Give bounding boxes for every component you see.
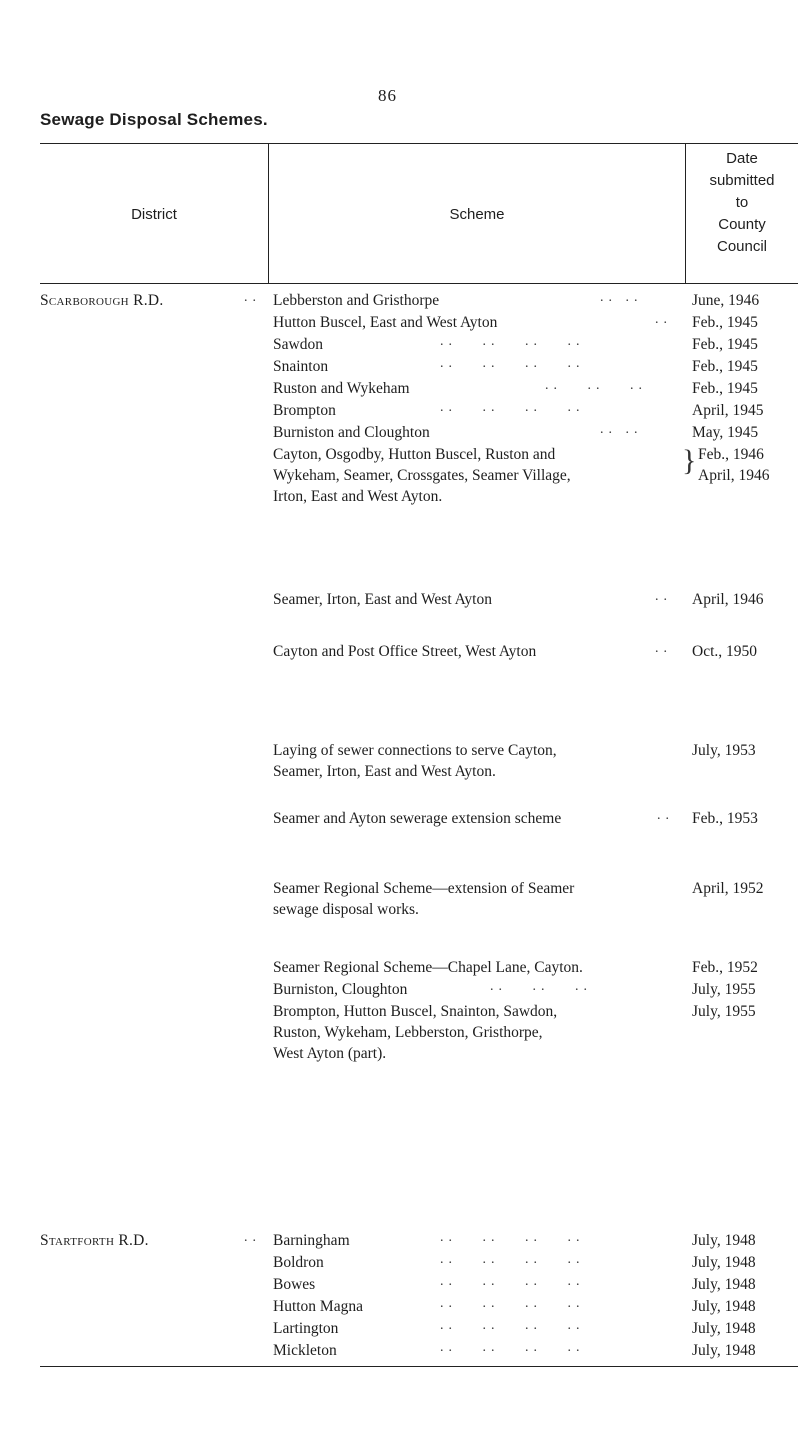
scheme-line: Cayton, Osgodby, Hutton Buscel, Ruston and [273,446,556,463]
scheme-line: Brompton, Hutton Buscel, Snainton, Sawdon, [273,1003,558,1020]
date-submitted: July, 1955 [692,981,756,998]
date-submitted: July, 1948 [692,1342,756,1359]
date-submitted: July, 1948 [692,1232,756,1249]
date-submitted: Feb., 1945 [692,358,758,375]
page-title: Sewage Disposal Schemes. [40,110,268,129]
scheme-name: Bowes [273,1276,316,1293]
scheme-name [273,1001,557,1064]
date-submitted: Oct., 1950 [692,643,758,660]
leader-dots: .. [655,312,672,327]
leader-dots: .. [244,290,261,305]
leader-dots: .. .. .. [490,979,592,994]
date-header-line: County [718,216,766,233]
brace-glyph: } [682,444,697,477]
scheme-name: Seamer, Irton, East and West Ayton [273,591,492,608]
leader-dots: .. .. .. .. [440,356,585,371]
district-name: Startforth R.D. [40,1232,149,1249]
date-header-line: submitted [709,172,775,189]
scheme-name: Sawdon [273,336,323,353]
scheme-name [273,444,571,507]
scheme-line: Irton, East and West Ayton. [273,488,443,505]
date-submitted: April, 1945 [692,402,764,419]
leader-dots: .. [655,641,672,656]
date-submitted: July, 1948 [692,1320,756,1337]
district-name: Scarborough R.D. [40,292,164,309]
scheme-name: Barningham [273,1232,350,1249]
leader-dots: .. .. .. [545,378,647,393]
date-header-line: Council [716,238,768,255]
leader-dots: .. [244,1230,261,1245]
date-header [686,148,798,258]
scheme-header: Scheme [449,206,505,223]
scheme-name: Ruston and Wykeham [273,380,410,397]
leader-dots: .. .. .. .. [440,1230,585,1245]
scheme-name: Burniston, Cloughton [273,981,408,998]
scheme-name: Seamer Regional Scheme—Chapel Lane, Cayton. [273,959,583,976]
scheme-line: Seamer, Irton, East and West Ayton. [273,763,496,780]
scheme-name: Hutton Buscel, East and West Ayton [273,314,498,331]
leader-dots: .. .. .. .. [440,1252,585,1267]
scheme-name [273,740,557,782]
scheme-name: Brompton [273,402,336,419]
leader-dots: .. .. .. .. [440,1318,585,1333]
date-submitted: July, 1948 [692,1298,756,1315]
scheme-line: Laying of sewer connections to serve Cayton, [273,742,557,759]
district-header: District [131,206,177,223]
date-submitted: May, 1945 [692,424,759,441]
scheme-name: Boldron [273,1254,324,1271]
scheme-name: Hutton Magna [273,1298,363,1315]
scheme-line: Wykeham, Seamer, Crossgates, Seamer Village, [273,467,571,484]
scheme-name: Snainton [273,358,329,375]
scheme-name: Lartington [273,1320,339,1337]
scheme-name: Lebberston and Gristhorpe [273,292,440,309]
scheme-name: Burniston and Cloughton [273,424,430,441]
date-submitted: Feb., 1946 [698,446,764,463]
scheme-line: West Ayton (part). [273,1045,387,1062]
leader-dots: .. .. .. .. [440,1340,585,1355]
date-header-line: to [735,194,749,211]
date-submitted: July, 1948 [692,1254,756,1271]
scheme-name: Seamer and Ayton sewerage extension scheme [273,810,562,827]
scheme-name: Cayton and Post Office Street, West Ayton [273,643,537,660]
date-submitted: Feb., 1945 [692,314,758,331]
scheme-line: sewage disposal works. [273,901,419,918]
date-submitted: June, 1946 [692,292,760,309]
leader-dots: .. .. .. .. [440,400,585,415]
scheme-line: Seamer Regional Scheme—extension of Seamer [273,880,575,897]
leader-dots: .. .. .. .. [440,1274,585,1289]
scheme-line: Ruston, Wykeham, Lebberston, Gristhorpe, [273,1024,543,1041]
date-submitted: July, 1948 [692,1276,756,1293]
date-submitted: April, 1946 [698,467,770,484]
date-submitted: July, 1955 [692,1003,756,1020]
date-submitted: April, 1946 [692,591,764,608]
leader-dots: .. .. .. .. [440,1296,585,1311]
leader-dots: .. .. .. .. [440,334,585,349]
scheme-name [273,878,574,920]
scheme-name: Mickleton [273,1342,337,1359]
leader-dots: .. .. [600,290,643,305]
table-bottom-rule [40,1366,798,1367]
date-submitted: Feb., 1945 [692,380,758,397]
date-submitted: Feb., 1952 [692,959,758,976]
page-number: 86 [378,86,397,105]
date-submitted: April, 1952 [692,880,764,897]
date-submitted: Feb., 1953 [692,810,758,827]
leader-dots: .. [657,808,674,823]
leader-dots: .. [655,589,672,604]
leader-dots: .. .. [600,422,643,437]
header-bottom-rule [40,283,798,284]
date-submitted: Feb., 1945 [692,336,758,353]
date-header-line: Date [726,150,758,167]
date-submitted: July, 1953 [692,742,756,759]
